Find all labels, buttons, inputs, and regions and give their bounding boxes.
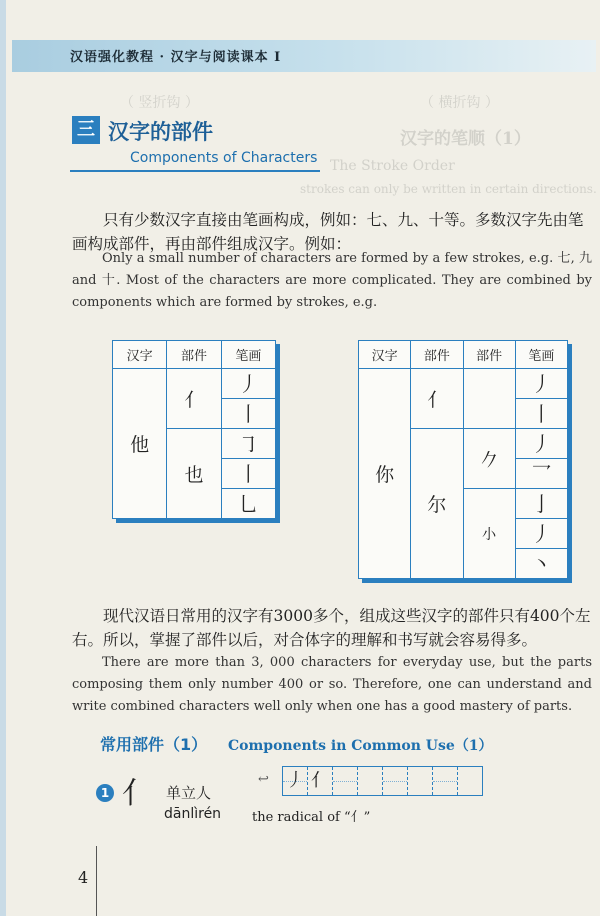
practice-grid	[282, 766, 483, 796]
table-header: 汉字	[113, 341, 167, 369]
table-stroke: 丨	[221, 399, 275, 429]
table-stroke: 丿	[515, 369, 567, 399]
practice-cell: 亻	[308, 767, 333, 795]
table-part: 也	[167, 429, 221, 519]
ghost-text: 汉字的笔顺（1）	[400, 129, 531, 149]
common-use-subtitle: Components in Common Use（1）	[228, 738, 493, 754]
ghost-text: strokes can only be written in certain directions.	[300, 182, 597, 196]
table-part: 尔	[411, 429, 463, 579]
table-part: 小	[463, 489, 515, 579]
section-underline	[70, 170, 320, 172]
component-table-ni	[358, 340, 568, 579]
section-subtitle: Components of Characters	[130, 150, 318, 166]
table-stroke: 丨	[515, 399, 567, 429]
para2-chinese: 现代汉语日常用的汉字有3000多个，组成这些汉字的部件只有400个左右。所以，掌握了部件以后，对合体字的理解和书写就会容易得多。	[72, 607, 591, 649]
component-table-ta	[112, 340, 276, 519]
ghost-text: （ 竖折钩 ）	[120, 95, 199, 111]
page-edge	[0, 0, 6, 916]
table-header: 汉字	[359, 341, 411, 369]
table-stroke: 乛	[515, 459, 567, 489]
radical-char: 亻	[122, 776, 152, 811]
table-stroke: 乚	[221, 489, 275, 519]
practice-cell	[458, 767, 482, 795]
table-header: 笔画	[515, 341, 567, 369]
section-title: 汉字的部件	[108, 120, 213, 144]
item-number: 1	[96, 784, 114, 802]
table-stroke: 丨	[221, 459, 275, 489]
table-stroke: 亅	[515, 489, 567, 519]
page-number: 4	[78, 868, 89, 887]
table-header: 部件	[411, 341, 463, 369]
practice-cell: 丿	[283, 767, 308, 795]
common-use-title: 常用部件（1）	[100, 735, 208, 754]
table-stroke: ㇆	[221, 429, 275, 459]
table-header: 部件	[463, 341, 515, 369]
table-stroke: 丿	[221, 369, 275, 399]
table-part: 亻	[411, 369, 463, 429]
intro-english: Only a small number of characters are formed by a few strokes, e.g. 七, 九 and 十. Most of the characters are more complicated. They are combined by components which are formed by strokes, e.g.	[72, 251, 592, 310]
table-stroke: 丶	[515, 549, 567, 579]
para2-english: There are more than 3, 000 characters for everyday use, but the parts composing them only number 400 or so. Therefore, one can understand and write combined characters well only when one has a good mastery of parts.	[72, 655, 592, 714]
section-number: 三	[72, 116, 100, 144]
ghost-text: The Stroke Order	[330, 158, 455, 174]
table-character: 他	[113, 369, 167, 519]
practice-cell	[333, 767, 358, 795]
practice-cell	[383, 767, 408, 795]
table-stroke: 丿	[515, 519, 567, 549]
table-header: 笔画	[221, 341, 275, 369]
table-part: 亻	[167, 369, 221, 429]
intro-chinese: 只有少数汉字直接由笔画构成，例如：七、九、十等。多数汉字先由笔画构成部件，再由部件组成汉字。例如：	[72, 211, 584, 253]
radical-description: the radical of “亻”	[252, 810, 371, 825]
stroke-order-mark: ↩	[258, 772, 269, 787]
running-header: 汉语强化教程 · 汉字与阅读课本 I	[70, 50, 282, 65]
practice-cell	[408, 767, 433, 795]
radical-pinyin: dānlìrén	[164, 806, 222, 822]
table-part: 𠂊	[463, 429, 515, 489]
radical-name: 单立人	[166, 784, 212, 802]
practice-cell	[433, 767, 458, 795]
page-divider	[96, 846, 97, 916]
table-header: 部件	[167, 341, 221, 369]
table-character: 你	[359, 369, 411, 579]
table-stroke: 丿	[515, 429, 567, 459]
practice-cell	[358, 767, 383, 795]
table-empty	[463, 369, 515, 429]
ghost-text: （ 横折钩 ）	[420, 95, 499, 111]
